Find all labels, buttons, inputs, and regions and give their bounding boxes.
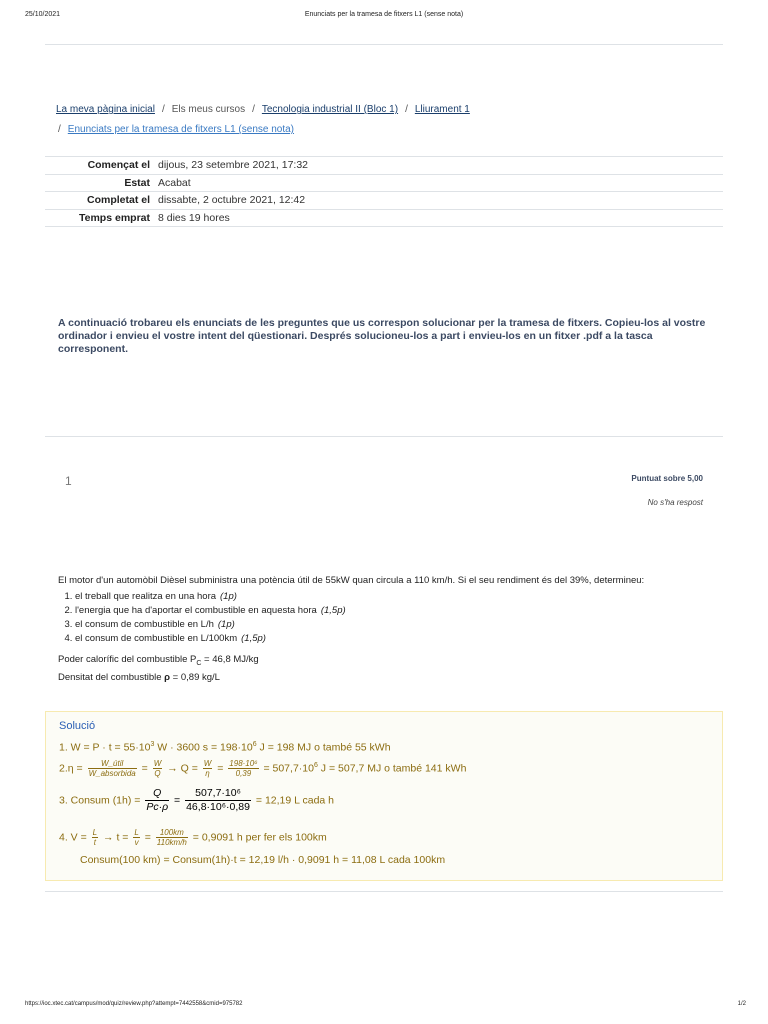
list-item: 3. el consum de combustible en L/h (1p) (75, 618, 718, 632)
question-score: Puntuat sobre 5,00 (631, 474, 703, 483)
breadcrumb-my-courses: Els meus cursos (171, 104, 246, 115)
breadcrumb (56, 100, 716, 140)
breadcrumb-separator: / (58, 124, 61, 135)
fraction: $\frac{\text{W\_útil}}{\text{W\_absorbida}}$ (88, 759, 136, 778)
question-number: 1 (65, 474, 72, 488)
summary-label: Completat el (45, 192, 154, 210)
summary-value: dissabte, 2 octubre 2021, 12:42 (154, 192, 723, 210)
breadcrumb-quiz-link[interactable]: Enunciats per la tramesa de fitxers L1 (sense nota) (67, 124, 295, 135)
print-title: Enunciats per la tramesa de fitxers L1 (sense nota) (304, 11, 464, 18)
print-date: 25/10/2021 (25, 11, 61, 18)
solution-title: Solució (59, 720, 96, 732)
fraction: $\frac{L}{v}$ (134, 828, 139, 847)
summary-row (45, 192, 723, 210)
question-text (58, 574, 718, 685)
fraction: $\frac{W}{Q}$ (153, 759, 162, 778)
section-divider (45, 436, 723, 437)
fraction: $\frac{W}{\eta}$ (203, 759, 212, 778)
solution-box (45, 711, 723, 881)
fraction: $\frac{\text{198·10⁶}}{0,39}$ (229, 759, 258, 778)
page-number: 1/2 (737, 1001, 746, 1007)
solution-line-3: 3. Consum (1h) = $\frac{Q}{Pc\cdot\rho}$ = $\frac{\text{507,7·10⁶}}{\text{46,8·10⁶·0,89}}$ = 12,19 L cada h (59, 787, 335, 813)
question-items (58, 590, 718, 646)
fraction: $\frac{L}{t}$ (92, 828, 98, 847)
list-item: 2. l'energia que ha d'aportar el combustible en aquesta hora (1,5p) (75, 604, 718, 618)
breadcrumb-separator: / (252, 104, 255, 115)
summary-value: Acabat (154, 174, 723, 192)
intro-text: A continuació trobareu els enunciats de les preguntes que us correspon solucionar per la tramesa de fitxers. Copieu-los al vostre ordinador i envieu el vostre intent del qüestionari. Després solucioneu-los a part i envieu-los en un fitxer .pdf a la tasca corresponent. (58, 317, 706, 355)
summary-value: dijous, 23 setembre 2021, 17:32 (154, 157, 723, 175)
list-item: 4. el consum de combustible en L/100km (1,5p) (75, 632, 718, 646)
summary-row (45, 174, 723, 192)
question-status: No s'ha respost (647, 498, 703, 507)
summary-row (45, 209, 723, 227)
breadcrumb-course-link[interactable]: Tecnologia industrial II (Bloc 1) (261, 104, 399, 115)
question-statement: El motor d'un automòbil Dièsel subministra una potència útil de 55kW quan circula a 110 km/h. Si el seu rendiment és del 39%, determineu: (58, 575, 645, 586)
pdf-header (0, 11, 768, 23)
solution-line-2: 2.η = $\frac{\text{W\_útil}}{\text{W\_absorbida}}$ = $\frac{W}{Q}$ → Q = $\frac{W}{\eta}$ = $\frac{\text{198·10⁶}}{0,39}$ = $507,7\cdot 10^6$ J = 507,7 MJ o també 141 kWh (59, 759, 467, 778)
breadcrumb-separator: / (161, 104, 165, 115)
attempt-summary-table (45, 156, 723, 227)
breadcrumb-section-link[interactable]: Lliurament 1 (414, 104, 470, 115)
summary-label: Temps emprat (45, 209, 154, 227)
print-url: https://ioc.xtec.cat/campus/mod/quiz/review.php?attempt=7442558&cmid=975782 (25, 1001, 243, 1007)
fraction: $\frac{100km}{110km/h}$ (156, 828, 187, 847)
summary-row (45, 157, 723, 175)
list-item: 1. el treball que realitza en una hora (1p) (75, 590, 718, 604)
density-data: Densitat del combustible ρ = 0,89 kg/L (58, 671, 220, 683)
solution-line-5: Consum(100 km) = Consum(1h)·t = 12,19 l/h · 0,9091 h = 11,08 L cada 100km (80, 854, 446, 866)
breadcrumb-home-link[interactable]: La meva pàgina inicial (56, 104, 155, 115)
summary-value: 8 dies 19 hores (154, 209, 723, 227)
top-divider (45, 44, 723, 45)
summary-label: Començat el (45, 157, 154, 175)
fraction: $\frac{\text{507,7·10⁶}}{\text{46,8·10⁶·0,89}}$ (186, 787, 250, 813)
breadcrumb-separator: / (405, 104, 408, 115)
section-divider (45, 891, 723, 892)
solution-line-1: 1. $W = P \cdot t = 55\cdot 10^3$ W · 3600 $s = 198\cdot 10^6$ J = 198 MJ o també 55 kWh (59, 741, 391, 754)
calorific-power-data: Poder calorífic del combustible $P_C = 46,8$ MJ/kg (58, 654, 259, 667)
summary-label: Estat (45, 174, 154, 192)
solution-line-4: 4. V = $\frac{L}{t}$ → t = $\frac{L}{v}$ = $\frac{100km}{110km/h}$ = 0,9091 h per fer els 100km (59, 828, 327, 847)
fraction: $\frac{Q}{Pc\cdot\rho}$ (146, 787, 169, 813)
